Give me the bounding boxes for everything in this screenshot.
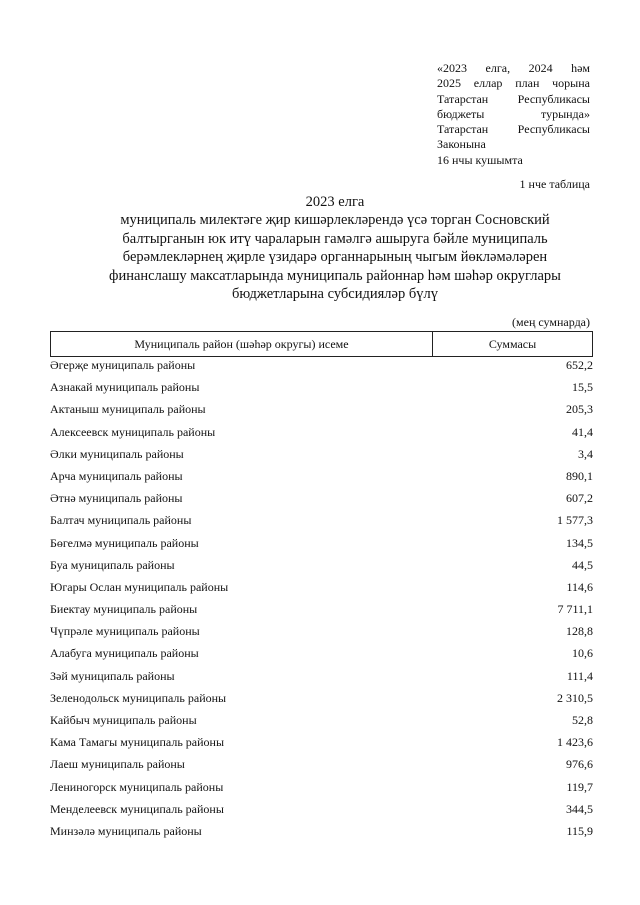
appendix-line: Законына: [437, 137, 486, 152]
district-name: Арча муниципаль районы: [50, 468, 183, 483]
appendix-note: [437, 61, 590, 168]
subsidy-amount: 114,6: [566, 579, 593, 594]
subsidy-amount: 976,6: [566, 757, 593, 772]
district-name: Актаныш муниципаль районы: [50, 402, 206, 417]
table-row: [50, 713, 593, 735]
table-header: [50, 331, 593, 357]
subsidy-amount: 41,4: [572, 424, 593, 439]
district-name: Лаеш муниципаль районы: [50, 757, 185, 772]
table-row: [50, 402, 593, 424]
district-name: Лениногорск муниципаль районы: [50, 779, 224, 794]
table-row: [50, 735, 593, 757]
district-name: Кама Тамагы муниципаль районы: [50, 735, 225, 750]
table-row: [50, 757, 593, 779]
title-line: муниципаль милектәге җир кишәрлекләрендә үсә торган Сосновский: [120, 212, 550, 229]
subsidy-table: [50, 331, 593, 846]
subsidy-amount: 344,5: [566, 801, 593, 816]
table-row: [50, 447, 593, 469]
subsidy-amount: 44,5: [572, 557, 593, 572]
district-name: Әтнә муниципаль районы: [50, 491, 183, 506]
subsidy-amount: 1 577,3: [557, 513, 593, 528]
title-line: бюджетларына субсидияләр бүлү: [232, 286, 438, 303]
header-amount: Суммасы: [488, 336, 537, 351]
header-district-name: Муниципаль район (шәһәр округы) исеме: [51, 332, 433, 356]
appendix-line: «2023 елга, 2024 һәм: [437, 61, 590, 75]
title-line: финанслашу максатларында муниципаль районнар һәм шәһәр округлары: [109, 267, 561, 284]
district-name: Әгерҗе муниципаль районы: [50, 358, 196, 372]
subsidy-amount: 607,2: [566, 491, 593, 506]
subsidy-amount: 1 423,6: [557, 735, 593, 750]
subsidy-amount: 15,5: [572, 380, 593, 395]
appendix-line: Татарстан Республикасы: [437, 91, 590, 106]
table-row: [50, 469, 593, 491]
appendix-line: 2025 еллар план чорына: [437, 76, 590, 91]
district-name: Менделеевск муниципаль районы: [50, 801, 224, 816]
subsidy-amount: 134,5: [566, 535, 593, 550]
table-row: [50, 425, 593, 447]
district-name: Буа муниципаль районы: [50, 557, 175, 572]
district-name: Алабуга муниципаль районы: [50, 646, 199, 661]
subsidy-amount: 115,9: [566, 823, 593, 838]
district-name: Балтач муниципаль районы: [50, 513, 192, 528]
document-title: [70, 193, 600, 303]
appendix-line: 16 нчы кушымта: [437, 152, 523, 167]
table-row: [50, 491, 593, 513]
table-number: 1 нче таблица: [519, 177, 590, 191]
appendix-line: бюджеты турында»: [437, 106, 590, 121]
table-row: [50, 602, 593, 624]
subsidy-amount: 10,6: [572, 646, 593, 661]
table-row: [50, 580, 593, 602]
district-name: Әлки муниципаль районы: [50, 446, 184, 461]
table-row: [50, 358, 593, 380]
table-row: [50, 669, 593, 691]
table-row: [50, 513, 593, 535]
district-name: Зәй муниципаль районы: [50, 668, 175, 683]
district-name: Чүпрәле муниципаль районы: [50, 624, 200, 639]
title-line: балтырганын юк итү чараларын гамәлгә ашыруга бәйле муниципаль: [122, 230, 548, 247]
title-line: 2023 елга: [305, 194, 365, 210]
subsidy-amount: 52,8: [572, 713, 593, 727]
table-row: [50, 646, 593, 668]
subsidy-amount: 205,3: [566, 402, 593, 417]
unit-label: (мең сумнарда): [512, 315, 590, 329]
subsidy-amount: 890,1: [566, 468, 593, 483]
table-row: [50, 558, 593, 580]
district-name: Алексеевск муниципаль районы: [50, 424, 216, 439]
district-name: Биектау муниципаль районы: [50, 602, 198, 617]
district-name: Азнакай муниципаль районы: [50, 380, 200, 395]
table-row: [50, 802, 593, 824]
subsidy-amount: 3,4: [578, 446, 593, 461]
subsidy-amount: 7 711,1: [557, 602, 593, 617]
subsidy-amount: 111,4: [566, 668, 593, 683]
subsidy-amount: 119,7: [566, 779, 593, 794]
table-row: [50, 624, 593, 646]
district-name: Минзәлә муниципаль районы: [50, 823, 202, 838]
table-row: [50, 536, 593, 558]
appendix-line: Татарстан Республикасы: [437, 122, 590, 137]
table-row: [50, 380, 593, 402]
table-row: [50, 780, 593, 802]
table-row: [50, 691, 593, 713]
subsidy-amount: 128,8: [566, 624, 593, 639]
district-name: Бөгелмә муниципаль районы: [50, 535, 199, 550]
district-name: Кайбыч муниципаль районы: [50, 713, 197, 727]
subsidy-amount: 2 310,5: [557, 690, 593, 705]
subsidy-amount: 652,2: [566, 358, 593, 372]
table-body: [50, 358, 593, 846]
table-row: [50, 824, 593, 846]
district-name: Зеленодольск муниципаль районы: [50, 690, 227, 705]
district-name: Югары Ослан муниципаль районы: [50, 579, 229, 594]
title-line: берәмлекләрнең җирле үзидарә органнарының чыгым йөкләмәләрен: [122, 249, 548, 266]
